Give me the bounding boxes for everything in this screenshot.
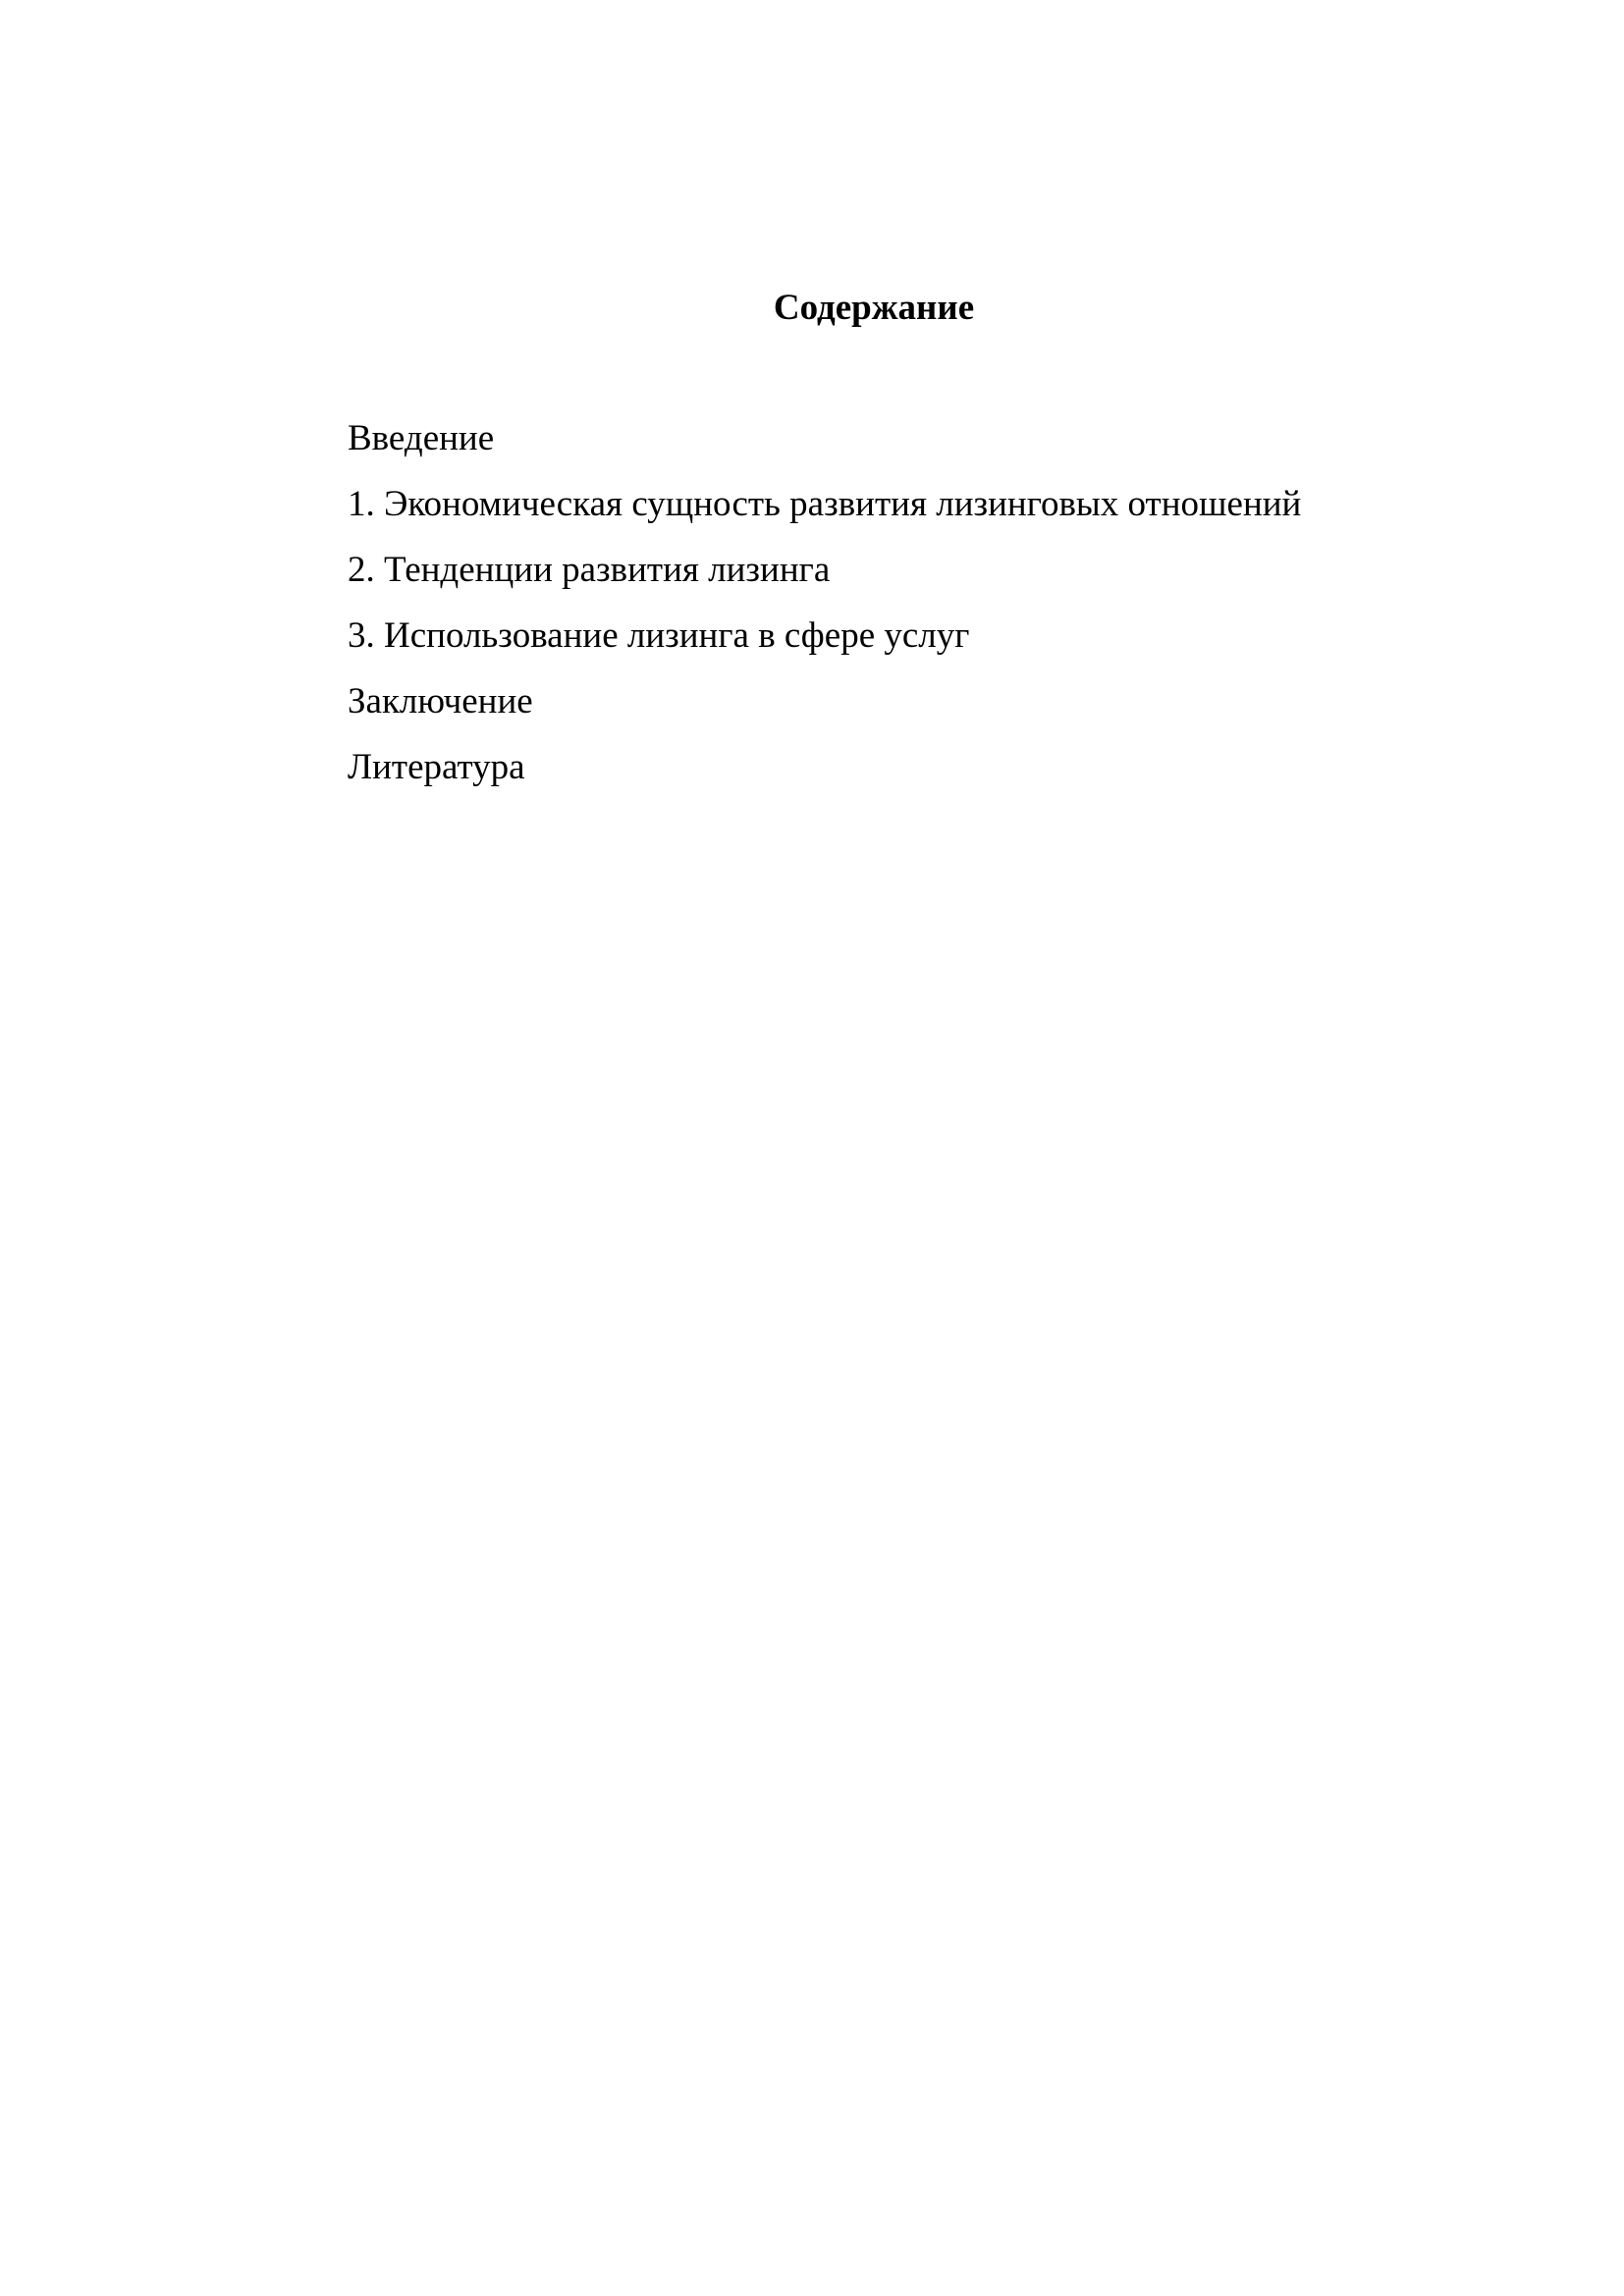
toc-item-conclusion: Заключение (348, 681, 533, 721)
toc-item-literature: Литература (348, 747, 525, 787)
table-of-contents (348, 417, 1301, 812)
toc-item-chapter-1: 1. Экономическая сущность развития лизинговых отношений (348, 484, 1302, 524)
toc-heading: Содержание (773, 288, 975, 328)
toc-item-chapter-2: 2. Тенденции развития лизинга (348, 550, 831, 590)
toc-item-introduction: Введение (348, 418, 495, 458)
toc-item-chapter-3: 3. Использование лизинга в сфере услуг (348, 615, 970, 656)
